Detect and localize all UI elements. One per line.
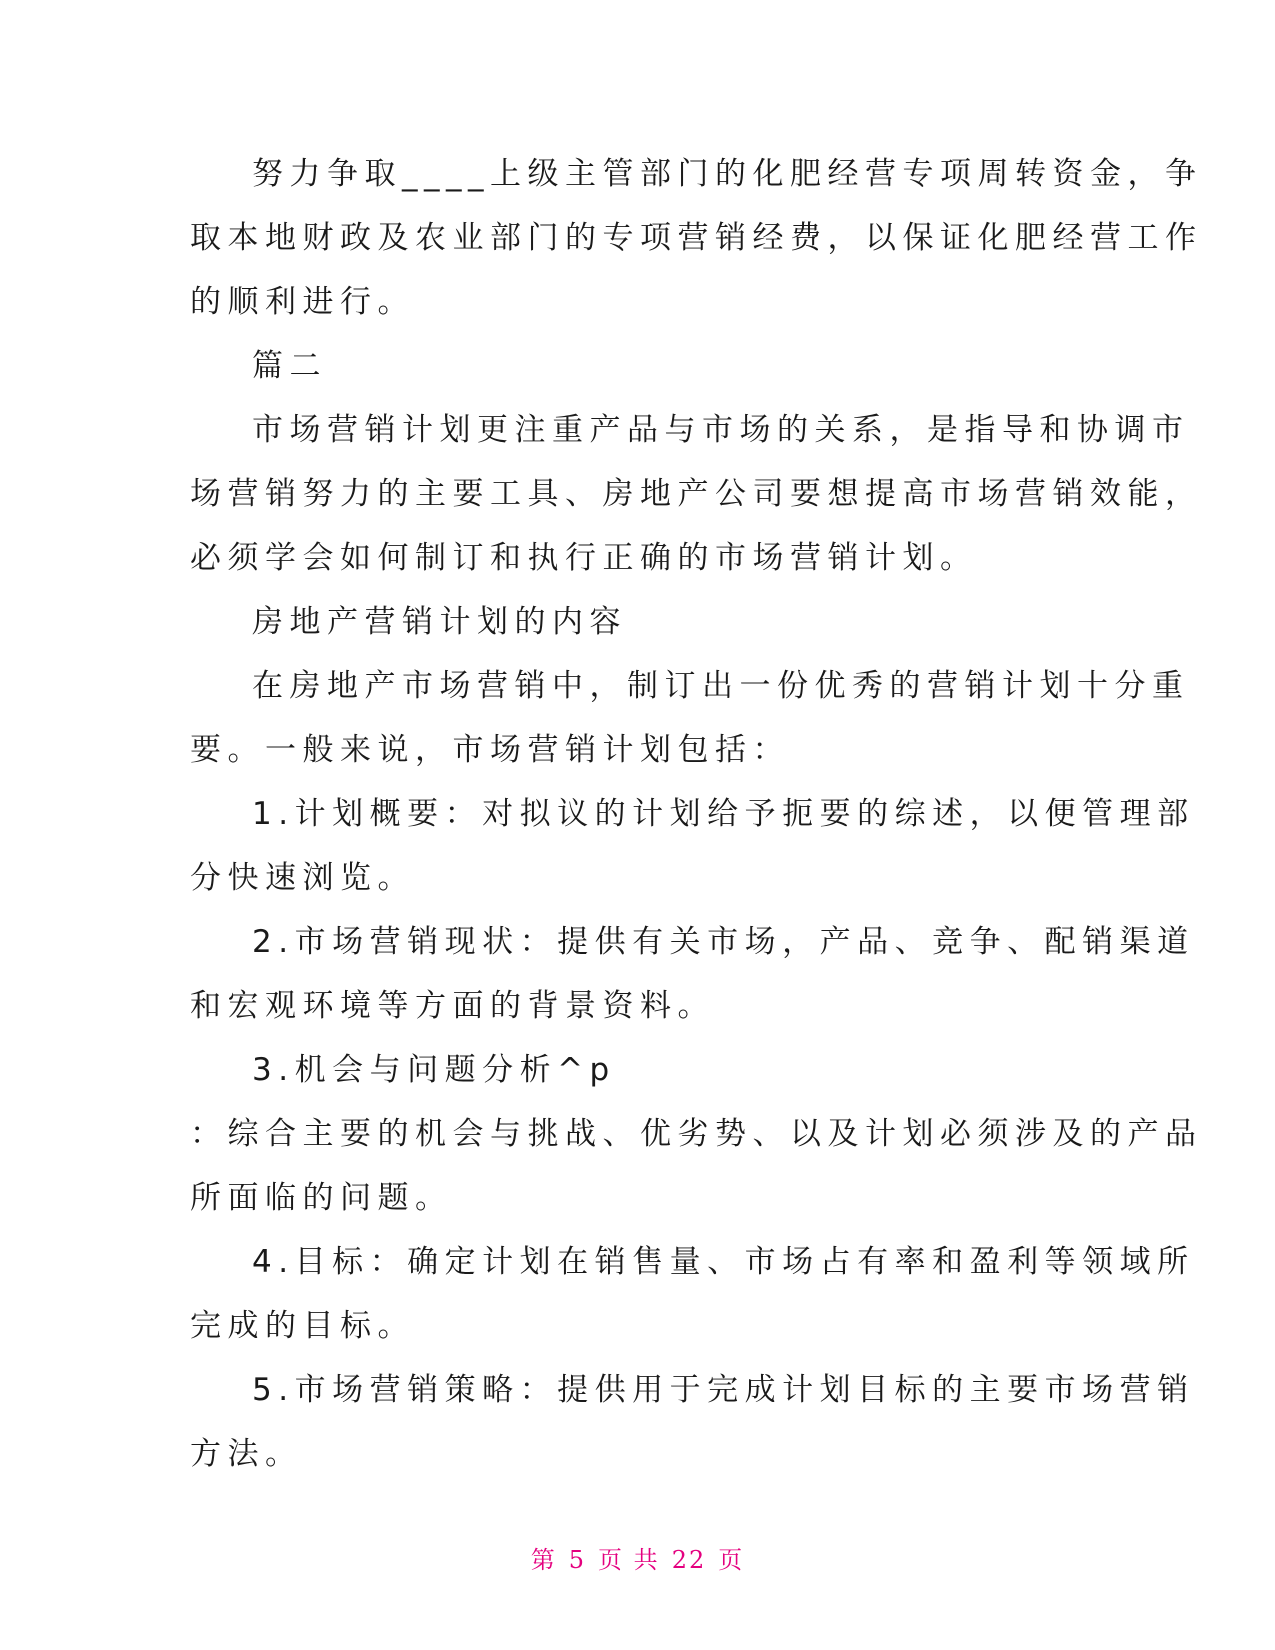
page-footer [0, 1540, 1275, 1575]
paragraph-line: 取本地财政及农业部门的专项营销经费，以保证化肥经营工作 [190, 220, 1203, 256]
list-item-line: 和宏观环境等方面的背景资料。 [190, 988, 715, 1024]
list-item-line: 完成的目标。 [190, 1308, 415, 1344]
list-item-line: ：综合主要的机会与挑战、优劣势、以及计划必须涉及的产品 [190, 1116, 1203, 1152]
list-item-line: 1.计划概要：对拟议的计划给予扼要的综述，以便管理部 [252, 796, 1195, 832]
paragraph-line: 在房地产市场营销中，制订出一份优秀的营销计划十分重 [252, 668, 1190, 704]
list-item-line: 2.市场营销现状：提供有关市场，产品、竞争、配销渠道 [252, 924, 1195, 960]
paragraph-line: 要。一般来说，市场营销计划包括： [190, 732, 790, 768]
list-item-line: 所面临的问题。 [190, 1180, 453, 1216]
paragraph-line: 的顺利进行。 [190, 284, 415, 320]
paragraph-line: 努力争取____上级主管部门的化肥经营专项周转资金，争 [252, 156, 1203, 192]
list-item-line: 方法。 [190, 1436, 303, 1472]
subsection-heading: 房地产营销计划的内容 [252, 604, 627, 640]
section-heading: 篇二 [252, 348, 327, 384]
list-item-line: 4.目标：确定计划在销售量、市场占有率和盈利等领域所 [252, 1244, 1195, 1280]
current-page-number: 5 [568, 1546, 587, 1574]
paragraph-line: 市场营销计划更注重产品与市场的关系，是指导和协调市 [252, 412, 1190, 448]
total-page-count: 22 [671, 1546, 707, 1574]
paragraph-line: 场营销努力的主要工具、房地产公司要想提高市场营销效能， [190, 476, 1203, 512]
list-item-line: 5.市场营销策略：提供用于完成计划目标的主要市场营销 [252, 1372, 1195, 1408]
document-body [190, 142, 1203, 1486]
list-item-line: 3.机会与问题分析^p [252, 1052, 616, 1088]
list-item-line: 分快速浏览。 [190, 860, 415, 896]
footer-middle: 页 共 [598, 1546, 660, 1574]
paragraph-line: 必须学会如何制订和执行正确的市场营销计划。 [190, 540, 978, 576]
footer-suffix: 页 [718, 1546, 745, 1574]
footer-prefix: 第 [530, 1546, 557, 1574]
